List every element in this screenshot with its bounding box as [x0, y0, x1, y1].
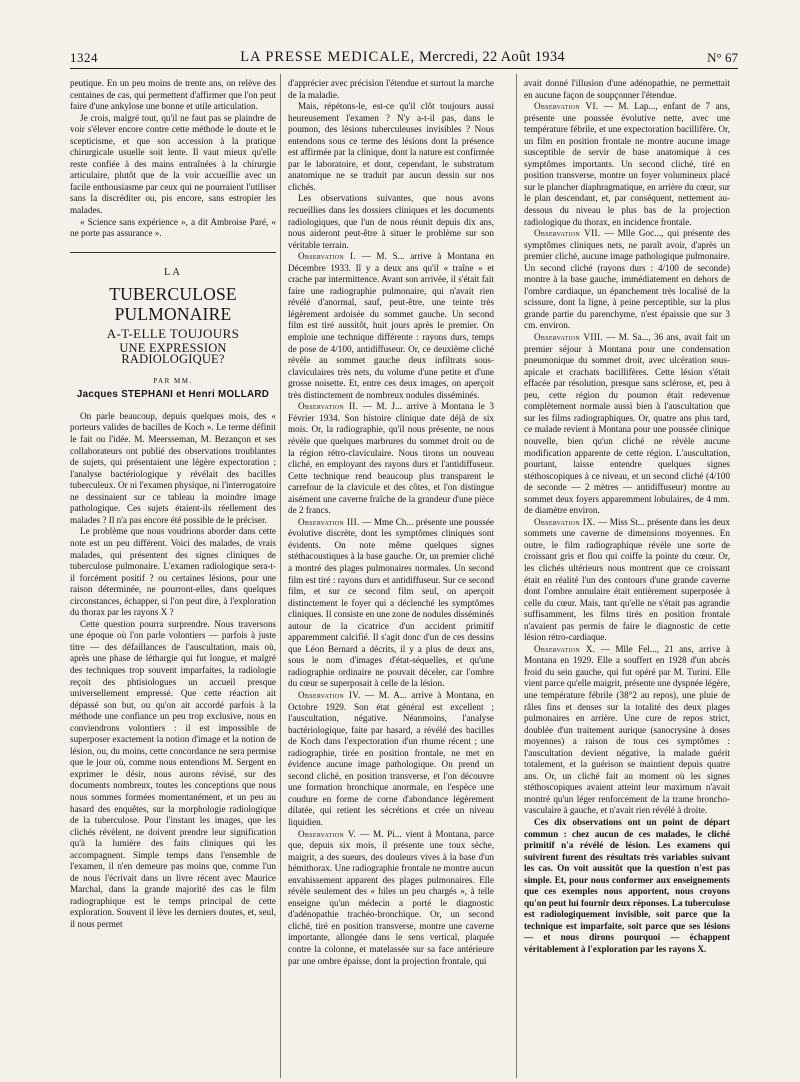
observation-text: — Mlle Goc..., qui présente des symptômes cliniques nets, ne paraît avoir, d'après un premier cliché, aucune image pathologique pulmonaire. Un second cliché (rayons durs : 4/100 de seconde) montre à la base gauche, immédiatement en dehors de l'ombre cardiaque, un épanchement très localisé de la scissure, dont la ligne, à peine perceptible, sur la plus grande partie du parenchyme, n'est épaissie que sur 3 cm. environ.	[524, 228, 730, 331]
column-left	[70, 78, 276, 931]
observation	[288, 401, 494, 516]
observation-label: Observation IX.	[534, 516, 596, 527]
observation-text: — M. Pi... vient à Montana, parce que, depuis six mois, il présente une toux sèche, maigrit, a des sueurs, des douleurs vives à la base d'un hémithorax. Une radiographie frontale ne montre aucun envahissement apparent des plages pulmonaires. Elle révèle seulement des « hiles un peu chargés », à telle enseigne qu'un médecin a porté le diagnostic d'adénopathie trachéo-bronchique. Or, un second cliché, tiré en position transverse, montre une caverne importante, allongée dans le sens vertical, plaquée contre la colonne, et matelassée sur sa face antérieure par une ombre épaisse, dont la projection frontale, qui	[288, 828, 494, 966]
paragraph: Mais, répétons-le, est-ce qu'il clôt toujours aussi heureusement l'examen ? N'y a-t-il pas, dans le poumon, des lésions tuberculeuses invisibles ? Nous entendons sous ce terme des lésions dont la présence est affirmée par la clinique, dont la nature est confirmée par le laboratoire, et dont, cependant, le substratum anatomique ne se traduit par aucun dessin sur nos clichés.	[288, 101, 494, 192]
column-middle	[288, 78, 494, 967]
observation	[524, 228, 730, 332]
observation-label: Observation VII.	[534, 228, 601, 239]
column-divider	[280, 74, 281, 1078]
observation-text: — M. A... arrive à Montana, en Octobre 1929. Son état général est excellent ; l'auscultation, négative. Néanmoins, l'analyse bactériologique, faite par hasard, a révélé des bacilles de Koch dans l'expectoration d'un rhume récent ; une radiographie, tirée en position frontale, ne met en évidence aucune image pathologique. On prend un second cliché, en position transverse, et l'on découvre une formation bronchique anormale, en l'espèce une coudure en forme de corne d'abondance légèrement dilatée, qui retient les sécrétions et crée un niveau liquidien.	[288, 689, 494, 827]
conclusion-paragraph: Ces dix observations ont un point de départ commun : chez aucun de ces malades, le cliché primitif n'a révélé de lésion. Les examens qui suivirent furent des résultats très variables suivant les cas. On voit aussitôt que la question n'est pas simple. Et, pour nous conformer aux enseignements que ces exemples nous apportent, nous croyons qu'on peut lui fournir deux réponses. La tuberculose est radiologiquement invisible, soit parce que la technique est imparfaite, soit parce que ses lésions — et nous dirons pourquoi — échappent véritablement à l'exploration par les rayons X.	[524, 817, 730, 955]
observation	[288, 690, 494, 829]
observation	[524, 332, 730, 517]
observation-label: Observation II.	[298, 401, 359, 412]
paragraph: Le problème que nous voudrions aborder dans cette note est un peu différent. Voici des malades, de vrais malades, qui présentent des signes cliniques de tuberculose pulmonaire. L'examen radiologique sera-t-il forcément positif ? ou certaines lésions, pour une raison déterminée, ne pourront-elles, dans quelques circonstances, échapper, si l'on peut dire, à l'exploration du thorax par les rayons X ?	[70, 526, 276, 618]
article-title-block	[70, 252, 276, 401]
page-number: 1324	[70, 50, 98, 65]
observation	[288, 251, 494, 401]
observation-text: — Miss St... présente dans les deux sommets une caverne de dimensions moyennes. En outre, le film radiographique révèle une sorte de croissant gris et flou qui coiffe la pointe du cœur. Or, les clichés ultérieurs nous montrent que ce croissant était en réalité l'un des contours d'une grande caverne dont l'ombre annulaire était entièrement superposée à celle du cœur. Mais, tant qu'elle ne s'était pas agrandie suffisamment, les films tirés en position frontale n'avaient pas permis de faire le diagnostic de cette lésion rétro-cardiaque.	[524, 516, 730, 643]
paragraph: d'apprécier avec précision l'étendue et surtout la marche de la maladie.	[288, 78, 494, 100]
issue-date: Mercredi, 22 Août 1934	[419, 49, 565, 65]
byline-prefix: PAR MM.	[153, 376, 193, 385]
paragraph: peutique. En un peu moins de trente ans, on relève des centaines de cas, qui permettent d'affirmer que l'on peut faire d'une ankylose une bonne et utile articulation.	[70, 78, 276, 112]
observation-label: Observation X.	[534, 643, 596, 654]
observation-label: Observation IV.	[298, 689, 361, 700]
observation	[524, 517, 730, 644]
observation-text: — Mlle Fel..., 21 ans, arrive à Montana en 1929. Elle a souffert en 1928 d'un abcès froid du sein gauche, qui fut opéré par M. Turini. Elle vient parce qu'elle maigrit, présente une dyspnée légère, une température fébrile (38°2 au repos), une pluie de râles fins et denses sur la totalité des deux plages pulmonaires en arrière. Une cure de repos strict, doublée d'un traitement aurique (sanocrysine à doses moyennes) a raison de tous ces symptômes : l'auscultation devient négative, la malade guérit totalement, et la guérison se maintient depuis quatre ans. Or, un cliché fait au moment où les signes stéthoscopiques avaient atteint leur maximum n'avait montré qu'un léger renforcement de la trame broncho-vasculaire à gauche, et n'avait rien révélé à droite.	[524, 643, 730, 816]
paragraph: Je crois, malgré tout, qu'il ne faut pas se plaindre de voir s'élever encore contre cette méthode le doute et le scepticisme, et que son accession à la pratique chirurgicale usuelle soit lente. Il vaut mieux qu'elle reste confiée à des mains entraînées à la chirurgie articulaire, plutôt que de la voir accueillie avec un facile enthousiasme par ceux qui ne pourraient l'utiliser sans la discréditer ou, pis encore, sans estropier les malades.	[70, 112, 276, 216]
observation-label: Observation I.	[298, 251, 356, 262]
observation-label: Observation VI.	[534, 101, 599, 112]
observation-text: — M. Lap..., enfant de 7 ans, présente une poussée évolutive nette, avec une température fébrile, et une expectoration bacillifère. Or, un film en position frontale ne montre aucune image susceptible de servir de base anatomique à ces symptômes importants. Un second cliché, tiré en position transverse, montre un foyer volumineux placé sur le plancher diaphragmatique, en arrière du cœur, sur le plan descendant, et, par conséquent, nettement au-dessous du niveau le plus bas de la projection radiologique du thorax, en incidence frontale.	[524, 101, 731, 227]
column-divider	[516, 74, 517, 1078]
journal-title	[240, 49, 565, 66]
article-subtitle: A-T-ELLE TOUJOURS	[106, 326, 240, 342]
paragraph: avait donné l'illusion d'une adénopathie, ne permettait en aucune façon de soupçonner l'étendue.	[524, 78, 730, 100]
observation-label: Observation III.	[298, 516, 360, 527]
authors: Jacques STEPHANI et Henri MOLLARD	[76, 389, 270, 401]
observation	[288, 517, 494, 690]
page-header	[70, 44, 738, 69]
observation	[524, 644, 730, 817]
article-title: TUBERCULOSE PULMONAIRE	[109, 284, 237, 325]
observation	[288, 829, 494, 968]
paragraph: « Science sans expérience », a dit Ambroise Paré, « ne porte pas assurance ».	[70, 216, 276, 239]
observation-label: Observation V.	[298, 828, 357, 839]
paragraph: On parle beaucoup, depuis quelques mois, des « porteurs valides de bacilles de Koch ». Le terme définit le fait ou l'idée. M. Meersseman, M. Bezançon et ses collaborateurs ont publié des observations troublantes de sujets, qui présentaient une légère expectoration ; l'analyse bactériologique y révélait des bacilles tuberculeux. Or ni l'examen physique, ni l'interrogatoire ne dessinaient sur ce tableau la moindre image pathologique. Ces sujets étaient-ils réellement des malades ? Il n'a pas encore été possible de le préciser.	[70, 410, 276, 525]
article-subtitle: UNE EXPRESSION RADIOLOGIQUE?	[119, 340, 227, 367]
column-right	[524, 78, 730, 956]
observation	[524, 101, 730, 228]
journal-name: LA PRESSE MEDICALE,	[240, 49, 416, 65]
observation-text: — M. J... arrive à Montana le 3 Février 1934. Son histoire clinique date déjà de six mois. Or, la radiographie, qu'il nous présente, ne nous révèle que quelques marbrures du sommet droit ou de la région rétro-claviculaire. Nous tirons un nouveau cliché, en employant des rayons durs et l'antidiffuseur. Cette technique rend beaucoup plus transparent le carrefour de la clavicule et des côtes, et l'on distingue aisément une caverne fraîche de la grandeur d'une pièce de 2 francs.	[288, 401, 494, 516]
issue-number: N° 67	[707, 50, 738, 65]
observation-text: — M. S... arrive à Montana en Décembre 1933. Il y a deux ans qu'il « traîne » et crache par intermittence. Avant son arrivée, il s'était fait faire une radiographie pulmonaire, qui n'avait rien révélé d'anormal, sauf, peut-être, une teinte très légèrement ardoisée du sommet gauche. Un second film est tiré aussitôt, huit jours après le premier. On emploie une technique différente : rayons durs, temps de pose de 4/100, antidiffuseur. Or, ce deuxième cliché révèle au sommet gauche deux infiltrats sous-claviculaires très nets, du volume d'une petite et d'une grosse noisette. Et, entre ces deux images, on aperçoit très distinctement de nombreux nodules disséminés.	[288, 251, 495, 400]
paragraph: Les observations suivantes, que nous avons recueillies dans les dossiers cliniques et les documents radiologiques, que l'un de nous réunit depuis dix ans, nous aideront peut-être à situer le problème sur son véritable terrain.	[288, 193, 494, 250]
observation-label: Observation VIII.	[534, 332, 604, 343]
paragraph: Cette question pourra surprendre. Nous traversons une époque où l'on parle volontiers — parfois à juste titre — des défaillances de l'auscultation, mais où, après une phase de léthargie qui fut longue, et malgré des techniques trop souvent imparfaites, la radiologie reçoit des phtisiologues un accueil presque universellement empressé. Que cette réaction ait dépassé son but, ou qu'on ait accordé parfois à la méthode une confiance un peu trop exclusive, nous en conviendrons volontiers : il est impossible de superposer exactement la notion d'image et la notion de lésion, ou, du moins, cette concordance ne sera permise que le jour où, comme nous entendions M. Sergent en exprimer le désir, nous aurons révisé, sur des documents nombreux, toutes les conceptions que nous nous sommes formées momentanément, et un peu au hasard des enquêtes, sur la morphologie radiologique de la tuberculose. Pour l'instant les images, que les clichés révèlent, ne doivent prendre leur signification qu'à la lumière des faits cliniques qui les accompagnent. Simple temps dans l'ensemble de l'examen, il n'en demeure pas moins que, comme l'un de nous l'écrivait dans un livre récent avec Maurice Marchal, dans la grande majorité des cas le film radiographique est le temps principal de cette exploration. Souvent il lève les derniers doutes, et, seul, il nous permet	[70, 618, 276, 929]
title-article: LA	[164, 266, 182, 278]
observation-text: — M. Sa..., 36 ans, avait fait un premier séjour à Montana pour une condensation pneumonique du sommet droit, avec ulcération sous-apicale et crachats bacillifères. Cette lésion s'était effacée par résolution, presque sans sclérose, et, peu à peu, cette région du poumon était redevenue complètement normale aussi bien à l'auscultation que sur les films radiographiques. Or, quatre ans plus tard, ce malade revient à Montana pour une poussée clinique nouvelle, bien qu'un cliché ne révèle aucune modification apparente de cette région. L'auscultation, pourtant, laisse entendre quelques signes stéthoscopiques à ce niveau, et un second cliché (4/100 de seconde — 2 mètres — antidiffuseur) montre au sommet deux foyers apparemment lobulaires, de 4 mm. de diamètre environ.	[524, 332, 731, 516]
observation-text: — Mme Ch... présente une poussée évolutive discrète, dont les symptômes cliniques sont évidents. On note même quelques signes stéthacoustiques à la base gauche. Or, un premier cliché a montré des plages pulmonaires normales. Un second film est tiré : rayons durs et antidiffuseur. Sur ce second film, et sur ce second film seul, on aperçoit distinctement le foyer qui a déclenché les symptômes cliniques. Il consiste en une zone de nodules disséminés autour de la cicatrice d'un accident primitif apparemment calcifié. Il s'agit donc d'un de ces dessins que Léon Bernard a décrits, il y a plus de deux ans, sous le nom d'images d'état-séquelles, et qu'une radiographie ordinaire ne pouvait déceler, car l'ombre du cœur se superposait à celle de la lésion.	[288, 516, 494, 689]
